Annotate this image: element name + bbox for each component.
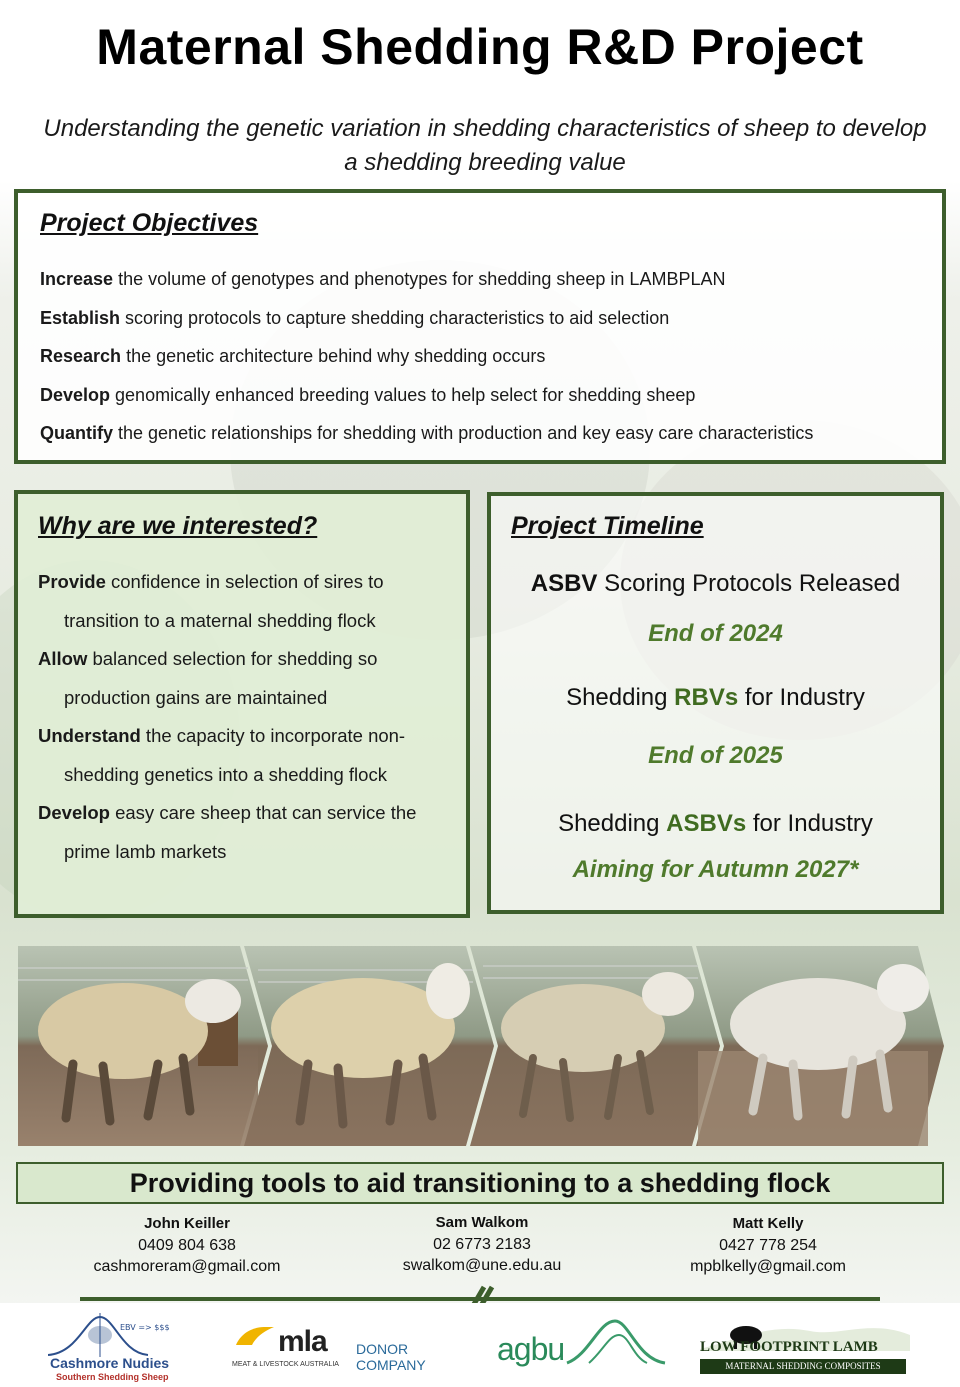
objective-item: Develop genomically enhanced breeding values to help select for shedding sheep xyxy=(40,384,696,405)
objective-item: Increase the volume of genotypes and phenotypes for shedding sheep in LAMBPLAN xyxy=(40,269,726,289)
contact-name: John Keiller xyxy=(144,1215,230,1232)
contact-card xyxy=(663,1213,873,1278)
timeline-heading: Project Timeline xyxy=(511,512,704,540)
timeline-milestone: ASBV Scoring Protocols Released xyxy=(530,570,901,597)
objectives-box xyxy=(14,189,946,464)
mla-wordmark: mla xyxy=(278,1325,327,1358)
contact-email: cashmoreram@gmail.com xyxy=(93,1258,281,1275)
sheep-photos xyxy=(18,946,944,1146)
agbu-wordmark: agbu xyxy=(497,1331,565,1367)
timeline-milestone: Shedding ASBVs for Industry xyxy=(558,810,873,837)
sheep-photo-2 xyxy=(244,946,494,1146)
lfl-title: LOW FOOTPRINT LAMB xyxy=(700,1339,878,1355)
contact-card xyxy=(82,1213,292,1278)
contact-card xyxy=(377,1212,587,1277)
page-subtitle: Understanding the genetic variation in shedding characteristics of sheep to develop a shedding breeding value xyxy=(43,115,927,176)
cashmore-subtitle: Southern Shedding Sheep xyxy=(56,1372,169,1382)
cashmore-nudies-logo xyxy=(48,1313,178,1385)
objective-item: Research the genetic architecture behind why shedding occurs xyxy=(40,346,546,366)
objective-item: Quantify the genetic relationships for shedding with production and key easy care characteristics xyxy=(40,423,814,443)
contact-name: Sam Walkom xyxy=(435,1214,529,1231)
mla-donor-logo xyxy=(230,1321,440,1381)
why-list xyxy=(38,563,444,871)
contact-phone: 0409 804 638 xyxy=(138,1236,236,1254)
why-box xyxy=(14,490,470,918)
contact-phone: 0427 778 254 xyxy=(719,1236,817,1254)
why-item: Understand the capacity to incorporate non-shedding genetics into a shedding flock xyxy=(38,725,406,785)
cashmore-title: Cashmore Nudies xyxy=(50,1355,170,1371)
timeline-date: End of 2025 xyxy=(648,742,783,769)
sheep-photo-4 xyxy=(696,946,944,1146)
mla-sun-icon xyxy=(234,1325,284,1347)
lfl-subtitle: MATERNAL SHEDDING COMPOSITES xyxy=(700,1359,906,1374)
why-item: Provide confidence in selection of sires to transition to a maternal shedding flock xyxy=(38,571,384,631)
timeline-milestone: Shedding RBVs for Industry xyxy=(566,684,865,711)
sheep-photo-3 xyxy=(470,946,720,1146)
objectives-list xyxy=(40,260,920,453)
why-item: Develop easy care sheep that can service the prime lamb markets xyxy=(38,802,417,862)
timeline-date: Aiming for Autumn 2027* xyxy=(572,856,859,883)
cashmore-tag: EBV => $$$ xyxy=(120,1323,170,1332)
contact-email: mpblkelly@gmail.com xyxy=(690,1258,846,1275)
page-title: Maternal Shedding R&D Project xyxy=(96,19,864,75)
contact-name: Matt Kelly xyxy=(732,1215,804,1232)
sheep-photo-strip xyxy=(18,946,944,1146)
timeline-box xyxy=(487,492,944,914)
footer-logos xyxy=(0,1303,960,1387)
contact-email: swalkom@une.edu.au xyxy=(402,1257,562,1274)
contact-phone: 02 6773 2183 xyxy=(433,1235,531,1253)
sheep-curve-icon xyxy=(48,1313,178,1357)
banner-tagline: Providing tools to aid transitioning to a shedding flock xyxy=(16,1162,944,1204)
low-footprint-lamb-logo xyxy=(700,1315,910,1379)
mla-subtitle: MEAT & LIVESTOCK AUSTRALIA xyxy=(232,1361,339,1368)
objective-item: Establish scoring protocols to capture shedding characteristics to aid selection xyxy=(40,307,670,328)
objectives-heading: Project Objectives xyxy=(40,209,259,237)
sheep-photo-1 xyxy=(18,946,268,1146)
agbu-logo xyxy=(497,1315,669,1375)
mla-donor: DONOR xyxy=(356,1341,409,1357)
why-heading: Why are we interested? xyxy=(38,512,318,540)
mla-company: COMPANY xyxy=(356,1357,426,1373)
timeline-date: End of 2024 xyxy=(648,620,783,647)
why-item: Allow balanced selection for shedding so production gains are maintained xyxy=(38,648,378,708)
